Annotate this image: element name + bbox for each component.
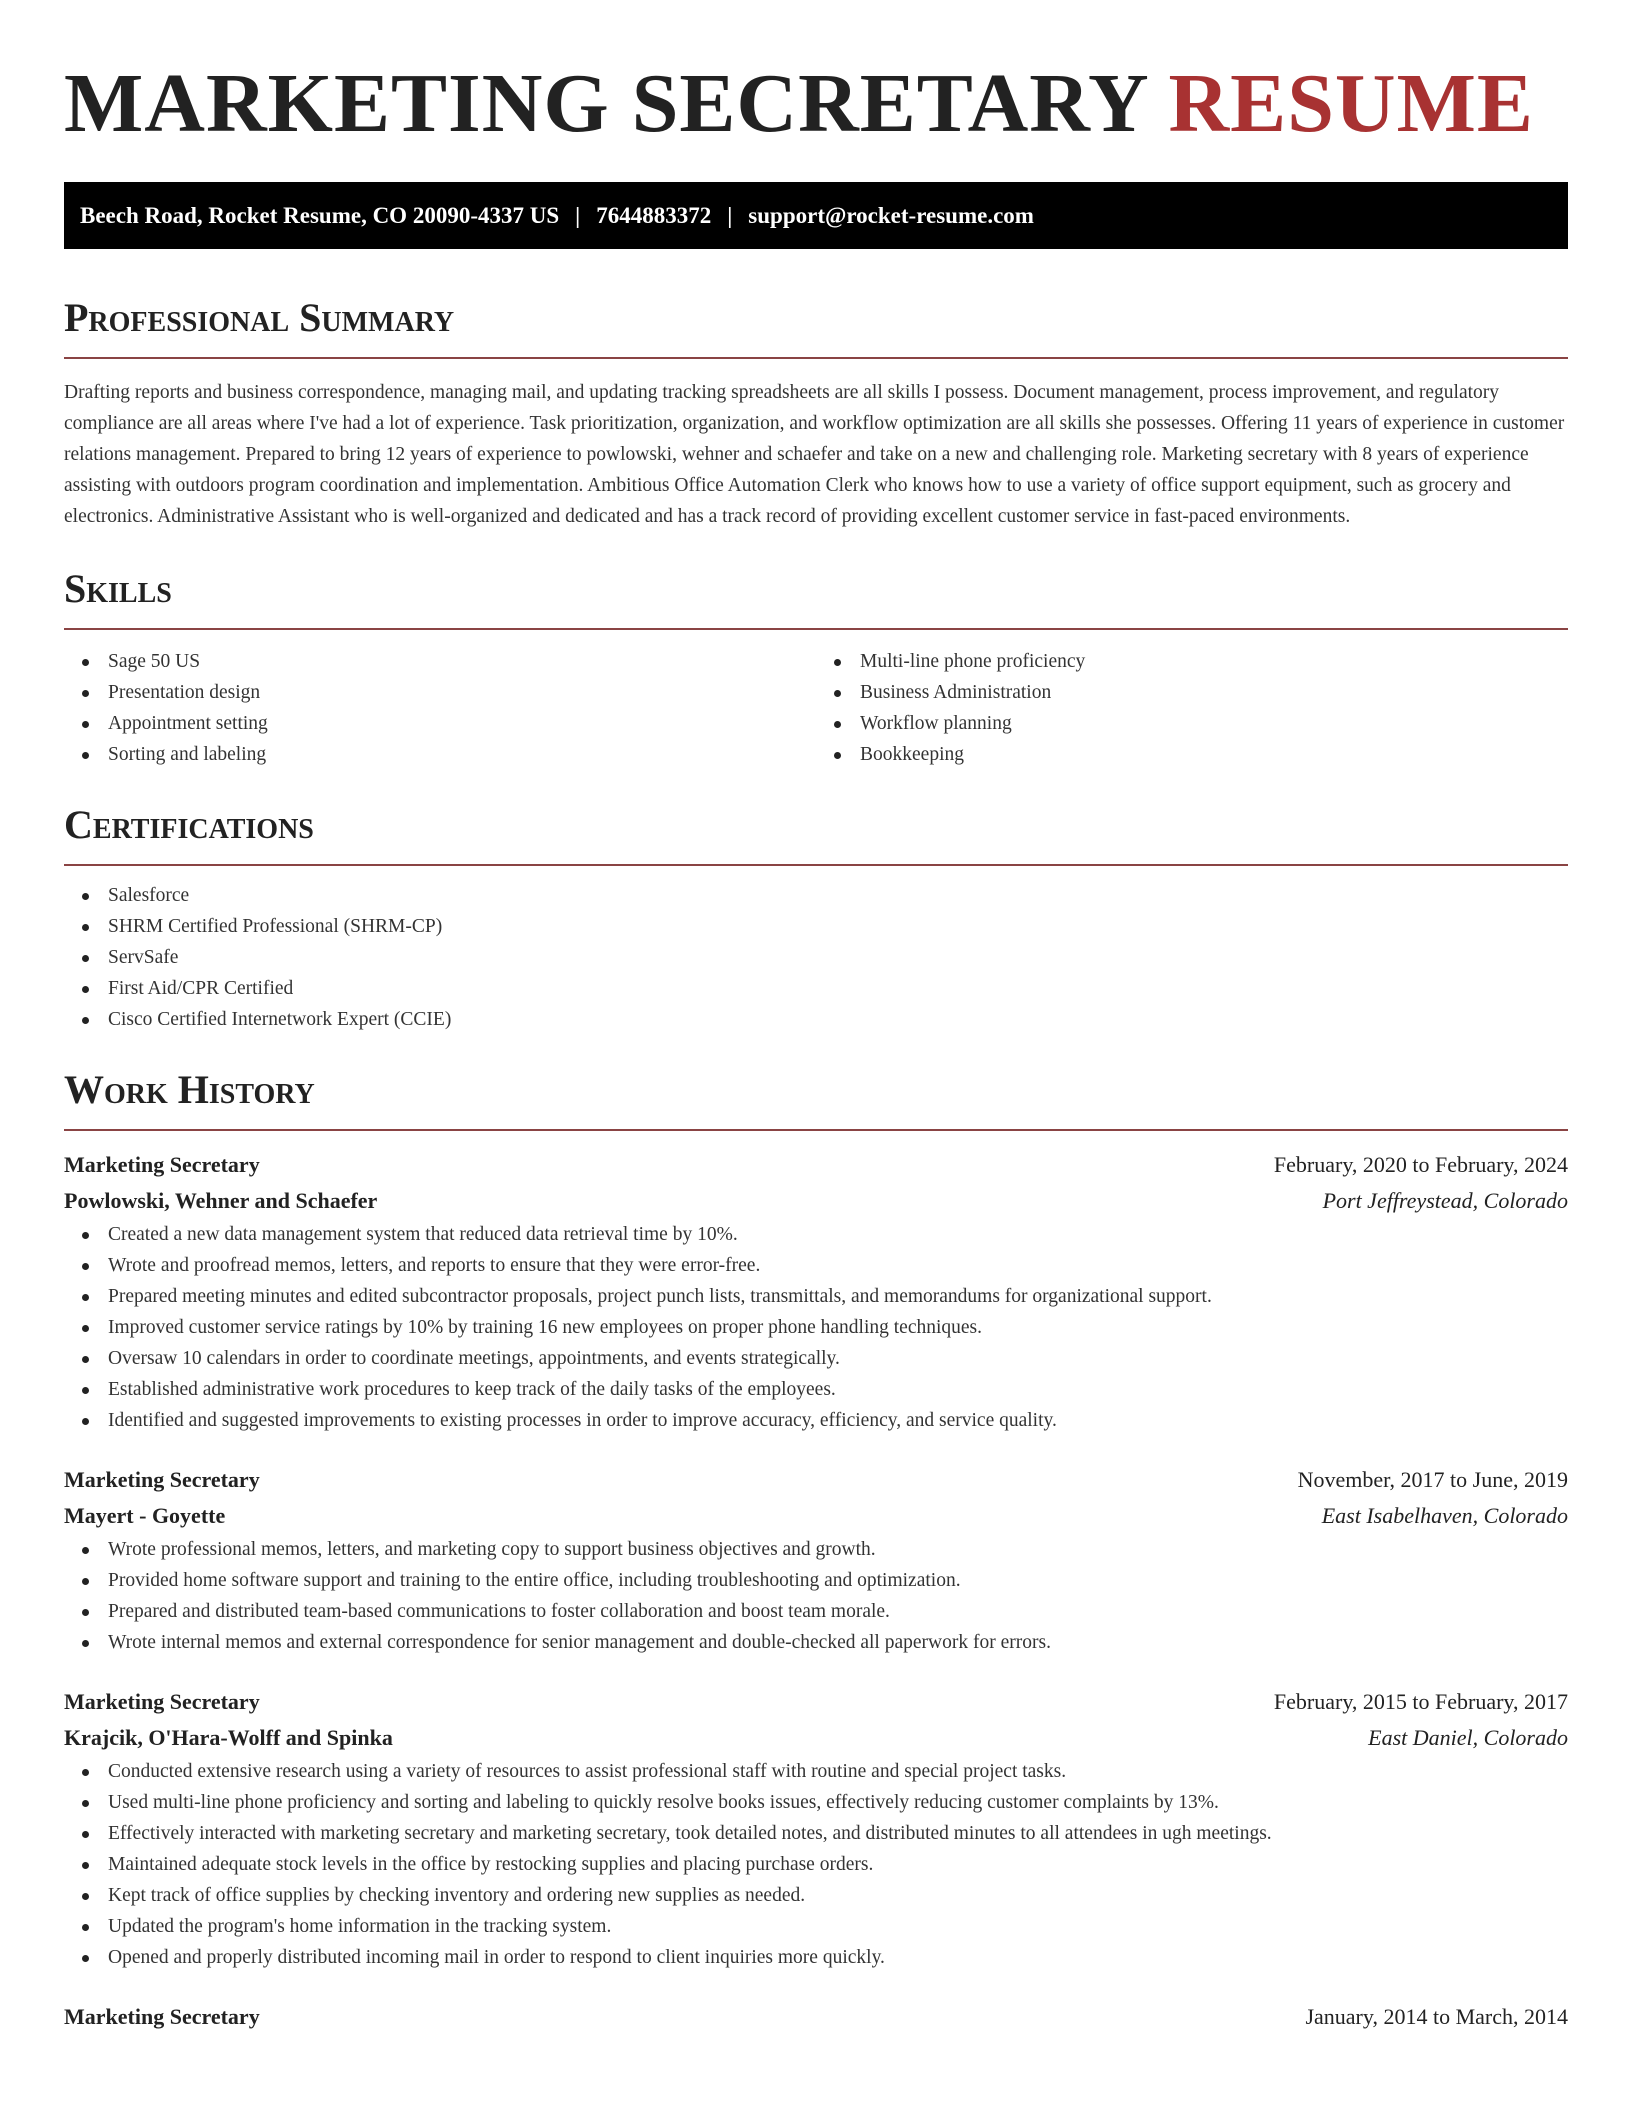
work-history-section	[64, 1065, 1568, 2035]
job-bullet: Updated the program's home information in the tracking system.	[64, 1911, 1568, 1942]
skill-item: Sorting and labeling	[64, 739, 816, 770]
certification-item: Salesforce	[64, 880, 1568, 911]
skill-item: Sage 50 US	[64, 646, 816, 677]
skill-item: Bookkeeping	[816, 739, 1568, 770]
job-bullet: Prepared and distributed team-based communications to foster collaboration and boost team morale.	[64, 1596, 1568, 1627]
skills-divider	[64, 628, 1568, 630]
certification-item: SHRM Certified Professional (SHRM-CP)	[64, 911, 1568, 942]
job-bullet: Established administrative work procedures to keep track of the daily tasks of the employees.	[64, 1374, 1568, 1405]
job-header-row	[64, 1999, 1568, 2035]
job-company: Krajcik, O'Hara-Wolff and Spinka	[64, 1725, 393, 1750]
job-bullet: Oversaw 10 calendars in order to coordinate meetings, appointments, and events strategically.	[64, 1343, 1568, 1374]
title-accent: RESUME	[1168, 57, 1534, 150]
work-history-divider	[64, 1129, 1568, 1131]
job-bullet: Effectively interacted with marketing secretary and marketing secretary, took detailed notes, and distributed minutes to all attendees in ugh meetings.	[64, 1818, 1568, 1849]
job-entry	[64, 1147, 1568, 1436]
job-bullet: Identified and suggested improvements to existing processes in order to improve accuracy, efficiency, and service quality.	[64, 1405, 1568, 1436]
job-bullet: Wrote professional memos, letters, and marketing copy to support business objectives and growth.	[64, 1534, 1568, 1565]
job-title: Marketing Secretary	[64, 1152, 260, 1177]
certifications-divider	[64, 864, 1568, 866]
job-bullet: Prepared meeting minutes and edited subcontractor proposals, project punch lists, transmittals, and memorandums for organizational support.	[64, 1281, 1568, 1312]
certification-item: ServSafe	[64, 942, 1568, 973]
job-bullet: Kept track of office supplies by checking inventory and ordering new supplies as needed.	[64, 1880, 1568, 1911]
skill-item: Business Administration	[816, 677, 1568, 708]
job-bullet: Improved customer service ratings by 10% by training 16 new employees on proper phone handling techniques.	[64, 1312, 1568, 1343]
job-bullet: Provided home software support and training to the entire office, including troubleshooting and optimization.	[64, 1565, 1568, 1596]
contact-email: support@rocket-resume.com	[748, 202, 1034, 228]
job-title: Marketing Secretary	[64, 2004, 260, 2029]
job-dates: January, 2014 to March, 2014	[1305, 2004, 1568, 2029]
job-title: Marketing Secretary	[64, 1467, 260, 1492]
resume-title	[64, 50, 1568, 158]
skills-list-right	[816, 646, 1568, 770]
job-bullet: Opened and properly distributed incoming mail in order to respond to client inquiries more quickly.	[64, 1942, 1568, 1973]
job-company: Powlowski, Wehner and Schaefer	[64, 1188, 378, 1213]
job-company-row	[64, 1720, 1568, 1756]
job-bullet: Wrote and proofread memos, letters, and reports to ensure that they were error-free.	[64, 1250, 1568, 1281]
title-main: MARKETING SECRETARY	[64, 57, 1147, 150]
job-bullets	[64, 1756, 1568, 1973]
job-header-row	[64, 1147, 1568, 1183]
summary-section	[64, 293, 1568, 532]
job-company-row	[64, 1498, 1568, 1534]
job-company-row	[64, 1183, 1568, 1219]
job-entry	[64, 1684, 1568, 1973]
job-dates: February, 2020 to February, 2024	[1273, 1152, 1568, 1177]
job-entry	[64, 1462, 1568, 1658]
contact-bar	[64, 182, 1568, 249]
certification-item: First Aid/CPR Certified	[64, 973, 1568, 1004]
job-header-row	[64, 1684, 1568, 1720]
job-title: Marketing Secretary	[64, 1689, 260, 1714]
job-bullet: Created a new data management system that reduced data retrieval time by 10%.	[64, 1219, 1568, 1250]
job-location: East Daniel, Colorado	[1368, 1725, 1568, 1750]
contact-separator: |	[727, 202, 733, 228]
job-entry	[64, 1999, 1568, 2035]
contact-phone: 7644883372	[596, 202, 712, 228]
skill-item: Presentation design	[64, 677, 816, 708]
job-bullets	[64, 1534, 1568, 1658]
job-bullets	[64, 1219, 1568, 1436]
work-history-heading: Work History	[64, 1067, 315, 1112]
skill-item: Workflow planning	[816, 708, 1568, 739]
certifications-section	[64, 800, 1568, 1035]
skills-grid	[64, 646, 1568, 770]
job-bullet: Wrote internal memos and external correspondence for senior management and double-checked all paperwork for errors.	[64, 1627, 1568, 1658]
skills-heading: Skills	[64, 566, 172, 611]
summary-text: Drafting reports and business correspondence, managing mail, and updating tracking spreadsheets are all skills I possess. Document management, process improvement, and regulatory compliance are all areas where I've had a lot of experience. Task prioritization, organization, and workflow optimization are all skills she possesses. Offering 11 years of experience in customer relations management. Prepared to bring 12 years of experience to powlowski, wehner and schaefer and take on a new and challenging role. Marketing secretary with 8 years of experience assisting with outdoors program coordination and implementation. Ambitious Office Automation Clerk who knows how to use a variety of office support equipment, such as grocery and electronics. Administrative Assistant who is well-organized and dedicated and has a track record of providing excellent customer service in fast-paced environments.	[64, 382, 1565, 527]
skill-item: Appointment setting	[64, 708, 816, 739]
job-company: Mayert - Goyette	[64, 1503, 226, 1528]
job-header-row	[64, 1462, 1568, 1498]
job-bullet: Maintained adequate stock levels in the office by restocking supplies and placing purchase orders.	[64, 1849, 1568, 1880]
job-dates: February, 2015 to February, 2017	[1273, 1689, 1568, 1714]
summary-heading: Professional Summary	[64, 295, 455, 340]
certifications-list	[64, 880, 1568, 1035]
summary-divider	[64, 357, 1568, 359]
job-bullet: Used multi-line phone proficiency and sorting and labeling to quickly resolve books issues, effectively reducing customer complaints by 13%.	[64, 1787, 1568, 1818]
contact-separator: |	[575, 202, 581, 228]
job-dates: November, 2017 to June, 2019	[1297, 1467, 1568, 1492]
job-bullet: Conducted extensive research using a variety of resources to assist professional staff with routine and special project tasks.	[64, 1756, 1568, 1787]
skills-section	[64, 564, 1568, 770]
job-location: Port Jeffreystead, Colorado	[1322, 1188, 1568, 1213]
certification-item: Cisco Certified Internetwork Expert (CCIE)	[64, 1004, 1568, 1035]
contact-address: Beech Road, Rocket Resume, CO 20090-4337 US	[80, 202, 560, 228]
skill-item: Multi-line phone proficiency	[816, 646, 1568, 677]
skills-list-left	[64, 646, 816, 770]
job-location: East Isabelhaven, Colorado	[1321, 1503, 1568, 1528]
certifications-heading: Certifications	[64, 802, 314, 847]
